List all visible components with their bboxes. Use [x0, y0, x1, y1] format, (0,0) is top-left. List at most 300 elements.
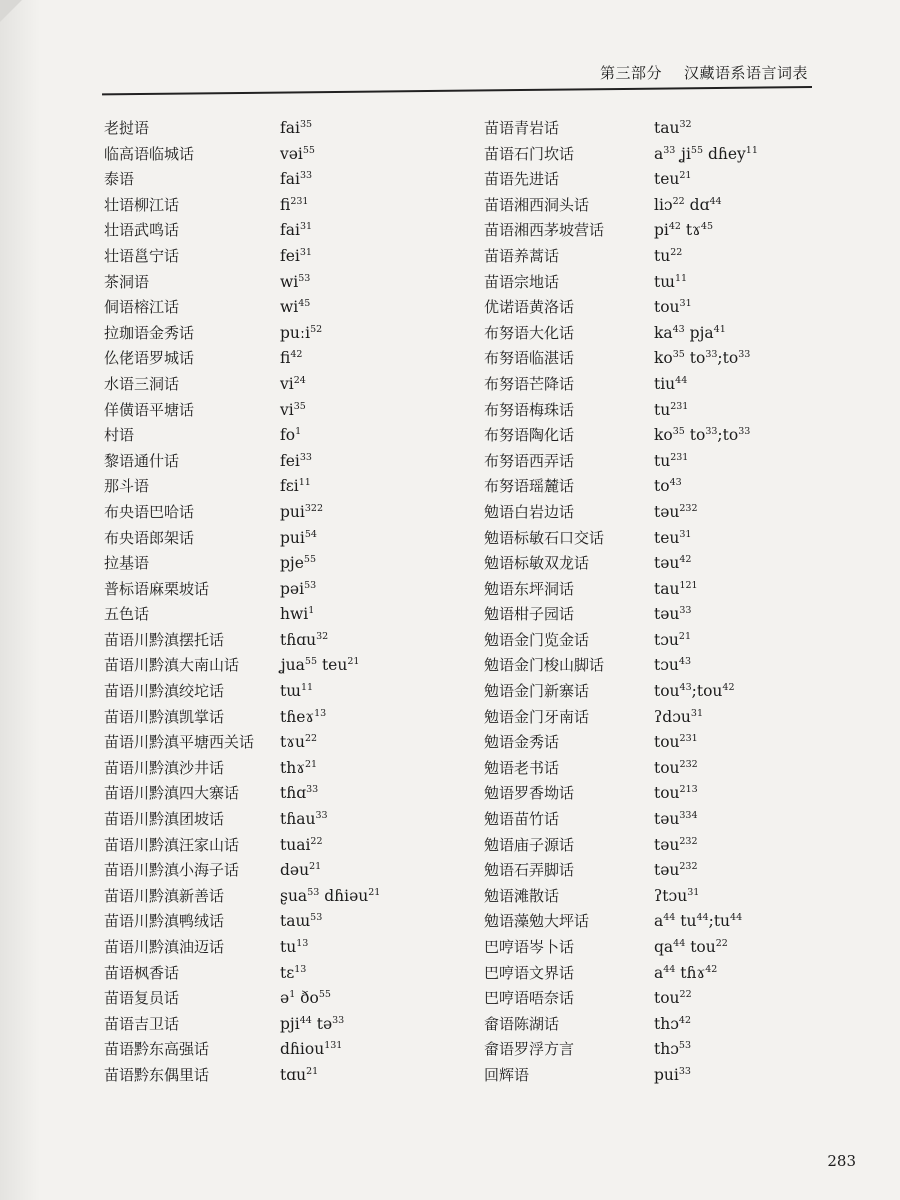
lexicon-entry: [484, 346, 854, 372]
language-name: 苗语川黔滇新善话: [104, 886, 225, 905]
lexicon-entry: [484, 270, 854, 296]
word-form: [654, 935, 854, 961]
tone-number: 35: [293, 400, 306, 412]
lexicon-entry: [104, 577, 474, 603]
lexicon-entry: [104, 628, 474, 654]
language-name: 苗语黔东偶里话: [104, 1065, 210, 1084]
language-name: 茶洞语: [104, 272, 150, 291]
lexicon-entry: [484, 602, 854, 628]
language-name: 布努语临湛话: [484, 349, 575, 368]
word-form: [654, 653, 854, 679]
lexicon-entry: [104, 935, 474, 961]
language-name: 巴哼语岑卜话: [484, 938, 575, 956]
tone-number: 44: [663, 963, 676, 975]
syllable: tɦɑ: [280, 784, 307, 803]
tone-number: 33: [738, 349, 751, 361]
language-name: 水语三洞话: [104, 374, 180, 393]
tone-number: 21: [304, 758, 318, 770]
tone-number: 1: [308, 605, 315, 617]
syllable: tou: [654, 989, 680, 1008]
language-name: 布努语陶化话: [484, 426, 575, 445]
syllable: pji: [280, 1014, 300, 1033]
word-form: [654, 628, 854, 654]
tone-number: 22: [670, 246, 683, 258]
word-form: [280, 1012, 474, 1038]
language-name: 苗语湘西洞头话: [484, 195, 590, 214]
syllable: tou: [690, 938, 716, 956]
word-form: [280, 577, 474, 603]
tone-number: 322: [304, 502, 324, 514]
word-form: [280, 756, 474, 782]
word-form: [654, 295, 854, 321]
syllable: tɦau: [280, 810, 316, 829]
tone-number: 22: [715, 938, 728, 949]
language-name: 苗语石门坎话: [484, 144, 575, 163]
syllable: to: [654, 477, 670, 496]
word-form: [280, 116, 474, 142]
word-form: [280, 679, 474, 705]
word-form: [280, 730, 474, 756]
syllable: dɦey: [707, 144, 746, 163]
lexicon-entry: [484, 986, 854, 1012]
left-column: [104, 116, 474, 1089]
syllable: tu: [654, 400, 671, 419]
word-form: [280, 602, 474, 628]
word-form: [280, 423, 474, 449]
lexicon-entry: [104, 961, 474, 987]
word-form: [654, 986, 854, 1012]
word-form: [280, 500, 474, 526]
syllable: to: [689, 349, 706, 368]
syllable: tɯ: [280, 682, 301, 701]
tone-number: 44: [709, 195, 722, 207]
language-name: 村语: [104, 426, 135, 445]
word-form: [654, 551, 854, 577]
tone-number: 21: [347, 656, 360, 668]
tone-number: 11: [300, 682, 314, 694]
word-form: [654, 218, 854, 244]
language-name: 苗语养蒿话: [484, 246, 560, 265]
lexicon-entry: [104, 1012, 474, 1038]
language-name: 苗语川黔滇摆托话: [104, 630, 225, 649]
syllable: tɯ: [654, 272, 675, 291]
lexicon-entry: [104, 346, 474, 372]
lexicon-entry: [104, 526, 474, 552]
lexicon-entry: [484, 884, 854, 910]
lexicon-entry: [484, 705, 854, 731]
language-name: 佯僙语平塘话: [104, 400, 195, 419]
lexicon-entry: [484, 858, 854, 884]
word-form: [280, 807, 474, 833]
lexicon-entry: [484, 807, 854, 833]
lexicon-entry: [484, 935, 854, 961]
lexicon-entry: [484, 756, 854, 782]
lexicon-entry: [484, 167, 854, 193]
word-form: [280, 1037, 474, 1063]
tone-number: 54: [304, 528, 317, 540]
syllable: dɦiəu: [324, 886, 369, 905]
tone-number: 232: [679, 835, 698, 847]
syllable: tu: [280, 938, 297, 956]
syllable: ko: [654, 426, 673, 445]
word-form: [280, 218, 474, 244]
word-form: [654, 321, 854, 347]
tone-number: 44: [299, 1014, 312, 1026]
tone-number: 31: [299, 246, 312, 258]
language-name: 勉语金秀话: [484, 733, 560, 752]
language-name: 巴哼语文界话: [484, 963, 575, 982]
lexicon-entry: [104, 705, 474, 731]
lexicon-entry: [104, 270, 474, 296]
word-form: [654, 167, 854, 193]
syllable: fai: [280, 221, 300, 240]
lexicon-entry: [104, 781, 474, 807]
word-form: [280, 961, 474, 987]
lexicon-entry: [484, 577, 854, 603]
tone-number: 53: [304, 579, 317, 591]
language-name: 苗语宗地话: [484, 272, 560, 291]
word-form: [280, 372, 474, 398]
tone-number: 13: [314, 707, 327, 719]
word-form: [654, 858, 854, 884]
syllable: thɤ: [280, 758, 305, 777]
syllable: pui: [654, 1065, 679, 1084]
language-name: 苗语川黔滇汪家山话: [104, 835, 240, 854]
tone-number: 231: [290, 195, 309, 207]
tone-number: 33: [299, 451, 312, 463]
syllable: fai: [280, 170, 300, 189]
syllable: tɔu: [654, 630, 679, 649]
language-name: 壮语柳江话: [104, 195, 180, 214]
syllable: hwi: [280, 605, 309, 624]
language-name: 苗语黔东高强话: [104, 1040, 210, 1059]
word-form: [654, 602, 854, 628]
tone-number: 33: [705, 349, 718, 361]
language-name: 苗语川黔滇沙井话: [104, 758, 225, 777]
tone-number: 31: [690, 707, 703, 719]
tone-number: 33: [332, 1014, 345, 1026]
syllable: dəu: [280, 861, 310, 880]
syllable: qa: [654, 938, 674, 956]
word-form: [654, 781, 854, 807]
word-form: [280, 474, 474, 500]
lexicon-entry: [484, 961, 854, 987]
language-name: 侗语榕江话: [104, 298, 180, 317]
lexicon-entry: [104, 551, 474, 577]
syllable: tɦɑu: [280, 630, 317, 649]
language-name: 苗语川黔滇绞坨话: [104, 682, 225, 701]
tone-number: 31: [679, 528, 692, 540]
lexicon-entry: [484, 500, 854, 526]
language-name: 勉语东坪洞话: [484, 579, 575, 598]
syllable: tau: [654, 119, 680, 137]
word-form: [654, 577, 854, 603]
language-name: 苗语川黔滇团坡话: [104, 810, 225, 829]
word-form: [280, 167, 474, 193]
syllable: vəi: [280, 144, 303, 163]
header-part: 第三部分: [599, 64, 662, 82]
language-name: 勉语苗竹话: [484, 810, 560, 829]
tone-number: 35: [299, 119, 313, 130]
word-form: [280, 781, 474, 807]
tone-number: 33: [738, 426, 751, 438]
lexicon-entry: [104, 449, 474, 475]
syllable: fei: [280, 246, 300, 265]
word-form: [280, 346, 474, 372]
word-form: [280, 1063, 474, 1089]
tone-number: 33: [705, 426, 718, 438]
tone-number: 213: [679, 784, 698, 796]
language-name: 苗语青岩话: [484, 119, 560, 137]
syllable: tau: [654, 579, 680, 598]
running-header: [600, 62, 808, 83]
page-number: 283: [827, 1152, 856, 1170]
lexicon-entry: [104, 1063, 474, 1089]
syllable: tou: [654, 298, 680, 317]
word-form: [654, 1012, 854, 1038]
syllable: teu: [321, 656, 348, 675]
lexicon-entry: [484, 653, 854, 679]
syllable: to: [689, 426, 706, 445]
syllable: ka: [654, 323, 673, 342]
tone-number: 35: [672, 426, 685, 438]
tone-number: 42: [679, 554, 692, 566]
language-name: 苗语复员话: [104, 989, 180, 1008]
language-name: 勉语柑子园话: [484, 605, 575, 624]
lexicon-entry: [104, 986, 474, 1012]
tone-number: 33: [306, 784, 319, 796]
tone-number: 1: [295, 426, 302, 438]
syllable: tu: [680, 912, 697, 931]
tone-number: 53: [307, 886, 320, 898]
word-form: [280, 986, 474, 1012]
word-form: [654, 474, 854, 500]
syllable: fai: [280, 119, 300, 137]
syllable: tou: [654, 758, 680, 777]
language-name: 布努语芒降话: [484, 374, 575, 393]
lexicon-entry: [104, 858, 474, 884]
language-name: 勉语石弄脚话: [484, 861, 575, 880]
language-name: 勉语庙子源话: [484, 835, 575, 854]
tone-number: 33: [679, 605, 692, 617]
tone-number: 45: [700, 221, 713, 233]
language-name: 勉语标敏双龙话: [484, 554, 590, 573]
syllable: ko: [654, 349, 673, 368]
language-name: 布努语西弄话: [484, 451, 575, 470]
syllable: tɔu: [654, 656, 679, 675]
tone-number: 21: [306, 1065, 319, 1077]
tone-number: 33: [299, 170, 313, 182]
syllable: tu: [654, 246, 671, 265]
lexicon-entry: [104, 909, 474, 935]
tone-number: 21: [309, 861, 322, 873]
lexicon-entry: [104, 833, 474, 859]
syllable: vi: [280, 400, 294, 419]
syllable: ʝua: [280, 656, 305, 675]
language-name: 拉珈语金秀话: [104, 323, 195, 342]
tone-number: 33: [678, 1065, 691, 1077]
language-name: 勉语金门览金话: [484, 630, 590, 649]
syllable: thɔ: [654, 1040, 679, 1059]
language-name: 勉语滩散话: [484, 886, 560, 905]
page-gutter-shadow: [0, 0, 40, 1200]
lexicon-entry: [484, 628, 854, 654]
word-form: [654, 372, 854, 398]
syllable: təu: [654, 835, 680, 854]
language-name: 普标语麻栗坡话: [104, 579, 210, 598]
word-form: [654, 270, 854, 296]
tone-number: 31: [299, 221, 313, 233]
word-form: [280, 653, 474, 679]
syllable: liɔ: [654, 195, 673, 214]
word-form: [280, 295, 474, 321]
syllable: fei: [280, 451, 300, 470]
tone-number: 44: [663, 912, 676, 924]
syllable: tɦeɤ: [280, 707, 315, 726]
syllable: fi: [280, 195, 291, 214]
tone-number: 31: [679, 298, 692, 310]
syllable: ;tu: [708, 912, 731, 931]
language-name: 布央语巴哈话: [104, 502, 195, 521]
language-name: 苗语川黔滇平塘西关话: [104, 733, 255, 752]
word-form: [654, 193, 854, 219]
word-form: [654, 756, 854, 782]
lexicon-entry: [104, 423, 474, 449]
tone-number: 31: [687, 886, 700, 898]
syllable: teu: [654, 528, 680, 547]
tone-number: 43: [679, 682, 692, 694]
language-name: 壮语武鸣话: [104, 221, 180, 240]
language-name: 苗语川黔滇油迈话: [104, 938, 225, 956]
word-form: [280, 244, 474, 270]
syllable: tə: [316, 1014, 333, 1033]
word-form: [654, 449, 854, 475]
tone-number: 24: [293, 374, 306, 386]
tone-number: 42: [678, 1014, 691, 1026]
tone-number: 11: [298, 477, 311, 489]
word-form: [654, 116, 854, 142]
word-form: [654, 398, 854, 424]
tone-number: 44: [696, 912, 709, 924]
word-form: [654, 884, 854, 910]
lexicon-entry: [104, 500, 474, 526]
tone-number: 231: [670, 400, 689, 412]
lexicon-entry: [104, 807, 474, 833]
lexicon-entry: [104, 756, 474, 782]
tone-number: 32: [679, 119, 692, 130]
header-rule: [102, 86, 812, 95]
tone-number: 11: [674, 272, 688, 284]
lexicon-entry: [484, 833, 854, 859]
lexicon-entry: [484, 372, 854, 398]
tone-number: 53: [310, 912, 323, 924]
language-name: 那斗语: [104, 477, 150, 496]
lexicon-entry: [484, 449, 854, 475]
lexicon-entry: [104, 116, 474, 142]
syllable: tɤ: [685, 221, 701, 240]
syllable: tiu: [654, 374, 676, 393]
lexicon-entry: [484, 1012, 854, 1038]
word-form: [654, 500, 854, 526]
language-name: 老挝语: [104, 119, 150, 137]
word-form: [280, 884, 474, 910]
word-form: [654, 730, 854, 756]
syllable: ;to: [717, 426, 739, 445]
language-name: 临高语临城话: [104, 144, 195, 163]
word-form: [280, 858, 474, 884]
syllable: a: [654, 144, 664, 163]
syllable: tu: [654, 451, 671, 470]
lexicon-entry: [484, 244, 854, 270]
lexicon-entry: [104, 295, 474, 321]
word-form: [280, 193, 474, 219]
tone-number: 21: [679, 170, 692, 182]
page-corner: [0, 0, 22, 22]
syllable: wi: [280, 272, 299, 291]
language-name: 苗语川黔滇四大寨话: [104, 784, 240, 803]
syllable: tɤu: [280, 733, 305, 752]
syllable: fi: [280, 349, 291, 368]
word-form: [654, 346, 854, 372]
language-name: 苗语吉卫话: [104, 1014, 180, 1033]
word-form: [654, 142, 854, 168]
language-name: 布努语梅珠话: [484, 400, 575, 419]
syllable: tou: [654, 682, 680, 701]
lexicon-entry: [484, 142, 854, 168]
tone-number: 43: [678, 656, 691, 668]
lexicon-entry: [484, 193, 854, 219]
tone-number: 41: [713, 323, 726, 335]
tone-number: 131: [324, 1040, 343, 1052]
language-name: 勉语金门新寨话: [484, 682, 590, 701]
tone-number: 232: [679, 861, 698, 873]
syllable: tɦɤ: [680, 963, 706, 982]
tone-number: 22: [672, 195, 685, 207]
lexicon-entry: [104, 372, 474, 398]
tone-number: 55: [690, 144, 704, 156]
word-form: [280, 551, 474, 577]
lexicon-entry: [104, 398, 474, 424]
tone-number: 13: [296, 938, 309, 949]
language-name: 拉基语: [104, 554, 150, 573]
tone-number: 42: [722, 682, 735, 694]
language-name: 布努语大化话: [484, 323, 575, 342]
syllable: teu: [654, 170, 680, 189]
syllable: ʝi: [680, 144, 691, 163]
tone-number: 231: [679, 733, 698, 745]
lexicon-entry: [104, 321, 474, 347]
syllable: thɔ: [654, 1014, 679, 1033]
syllable: pui: [280, 502, 305, 521]
word-form: [280, 270, 474, 296]
syllable: pja: [689, 323, 714, 342]
tone-number: 35: [672, 349, 685, 361]
tone-number: 11: [745, 144, 758, 156]
language-name: 勉语藻勉大坪话: [484, 912, 590, 931]
language-name: 苗语湘西茅坡营话: [484, 221, 605, 240]
tone-number: 22: [679, 989, 692, 1001]
lexicon-entry: [484, 295, 854, 321]
syllable: taɯ: [280, 912, 311, 931]
tone-number: 55: [304, 656, 317, 668]
tone-number: 21: [678, 630, 691, 642]
lexicon-entry: [484, 398, 854, 424]
language-name: 苗语川黔滇大南山话: [104, 656, 240, 675]
lexicon-entry: [104, 167, 474, 193]
syllable: ʂua: [280, 886, 308, 905]
language-name: 黎语通什话: [104, 451, 180, 470]
tone-number: 22: [310, 835, 323, 847]
